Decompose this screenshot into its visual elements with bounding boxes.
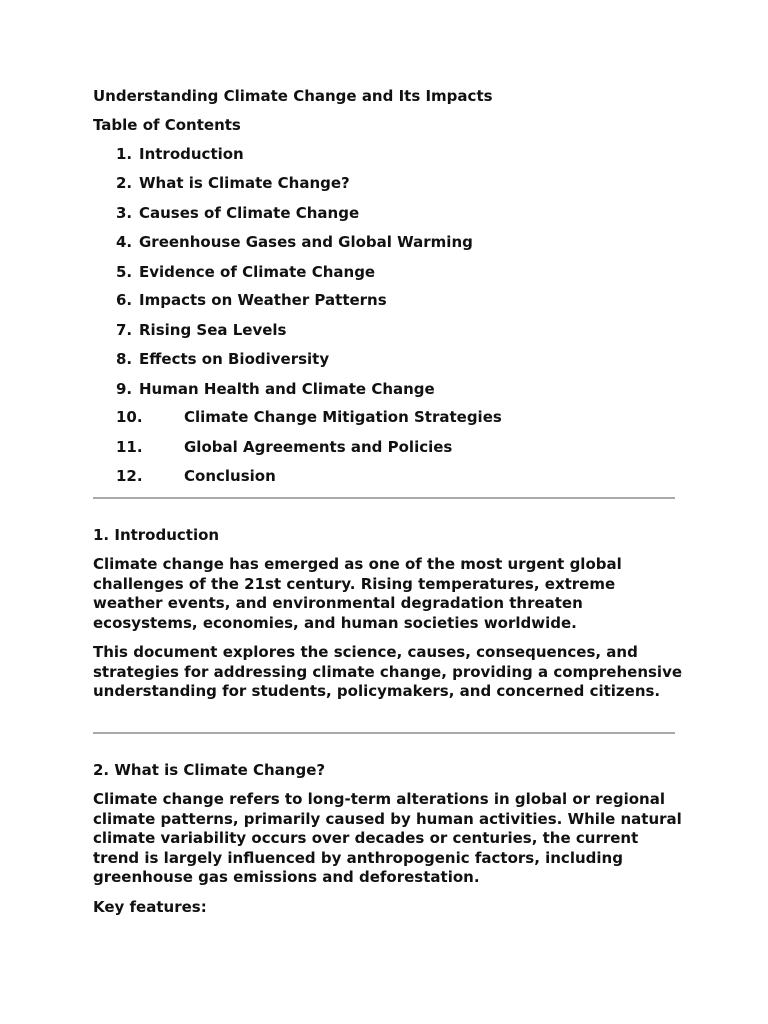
toc-item[interactable] xyxy=(116,144,244,164)
toc-item-label: Causes of Climate Change xyxy=(139,204,360,222)
toc-item-number: 7. xyxy=(116,321,133,339)
toc-item-number: 9. xyxy=(116,380,133,398)
toc-item-label: Impacts on Weather Patterns xyxy=(139,291,387,309)
toc-item-label: What is Climate Change? xyxy=(139,174,350,192)
toc-item-number: 4. xyxy=(116,233,133,251)
toc-item-number: 5. xyxy=(116,263,133,281)
document-title: Understanding Climate Change and Its Impacts xyxy=(93,87,493,105)
toc-item-number: 3. xyxy=(116,204,133,222)
section-subheading: Key features: xyxy=(93,898,207,916)
toc-item-label: Global Agreements and Policies xyxy=(184,438,453,456)
toc-item[interactable] xyxy=(116,407,502,427)
toc-item[interactable] xyxy=(116,379,435,399)
toc-item[interactable] xyxy=(116,232,473,252)
toc-item[interactable] xyxy=(116,466,276,486)
toc-item[interactable] xyxy=(116,437,452,457)
toc-item-number: 10. xyxy=(116,408,143,426)
toc-item[interactable] xyxy=(116,173,350,193)
toc-item[interactable] xyxy=(116,349,329,369)
section-divider xyxy=(93,732,675,734)
toc-item-number: 2. xyxy=(116,174,133,192)
toc-item-label: Human Health and Climate Change xyxy=(139,380,435,398)
toc-item-number: 8. xyxy=(116,350,133,368)
section-heading: 1. Introduction xyxy=(93,526,220,544)
toc-item-label: Conclusion xyxy=(184,467,276,485)
toc-item-label: Rising Sea Levels xyxy=(139,321,287,339)
toc-item[interactable] xyxy=(116,320,286,340)
toc-heading: Table of Contents xyxy=(93,116,241,134)
section-paragraph: Climate change has emerged as one of the most urgent global challenges of the 21st century. Rising temperatures, extreme weather events, and environmental degradation threaten ecosystems, economies, and human societies worldwide. xyxy=(93,555,622,632)
section-divider xyxy=(93,497,675,499)
toc-item-number: 1. xyxy=(116,145,133,163)
toc-item-number: 12. xyxy=(116,467,143,485)
section-paragraph: Climate change refers to long-term alterations in global or regional climate patterns, primarily caused by human activities. While natural climate variability occurs over decades or centuries, the current trend is largely influenced by anthropogenic factors, including greenhouse gas emissions and deforestation. xyxy=(93,790,682,887)
toc-item[interactable] xyxy=(116,203,359,223)
toc-item-number: 11. xyxy=(116,438,143,456)
toc-item-label: Effects on Biodiversity xyxy=(139,350,330,368)
toc-item-label: Introduction xyxy=(139,145,244,163)
section-heading: 2. What is Climate Change? xyxy=(93,761,326,779)
toc-item-label: Evidence of Climate Change xyxy=(139,263,376,281)
toc-item[interactable] xyxy=(116,262,375,282)
toc-item-label: Climate Change Mitigation Strategies xyxy=(184,408,502,426)
toc-item[interactable] xyxy=(116,290,387,310)
toc-item-number: 6. xyxy=(116,291,133,309)
section-paragraph: This document explores the science, causes, consequences, and strategies for addressing climate change, providing a comprehensive understanding for students, policymakers, and concerned citizens. xyxy=(93,643,683,701)
toc-item-label: Greenhouse Gases and Global Warming xyxy=(139,233,473,251)
